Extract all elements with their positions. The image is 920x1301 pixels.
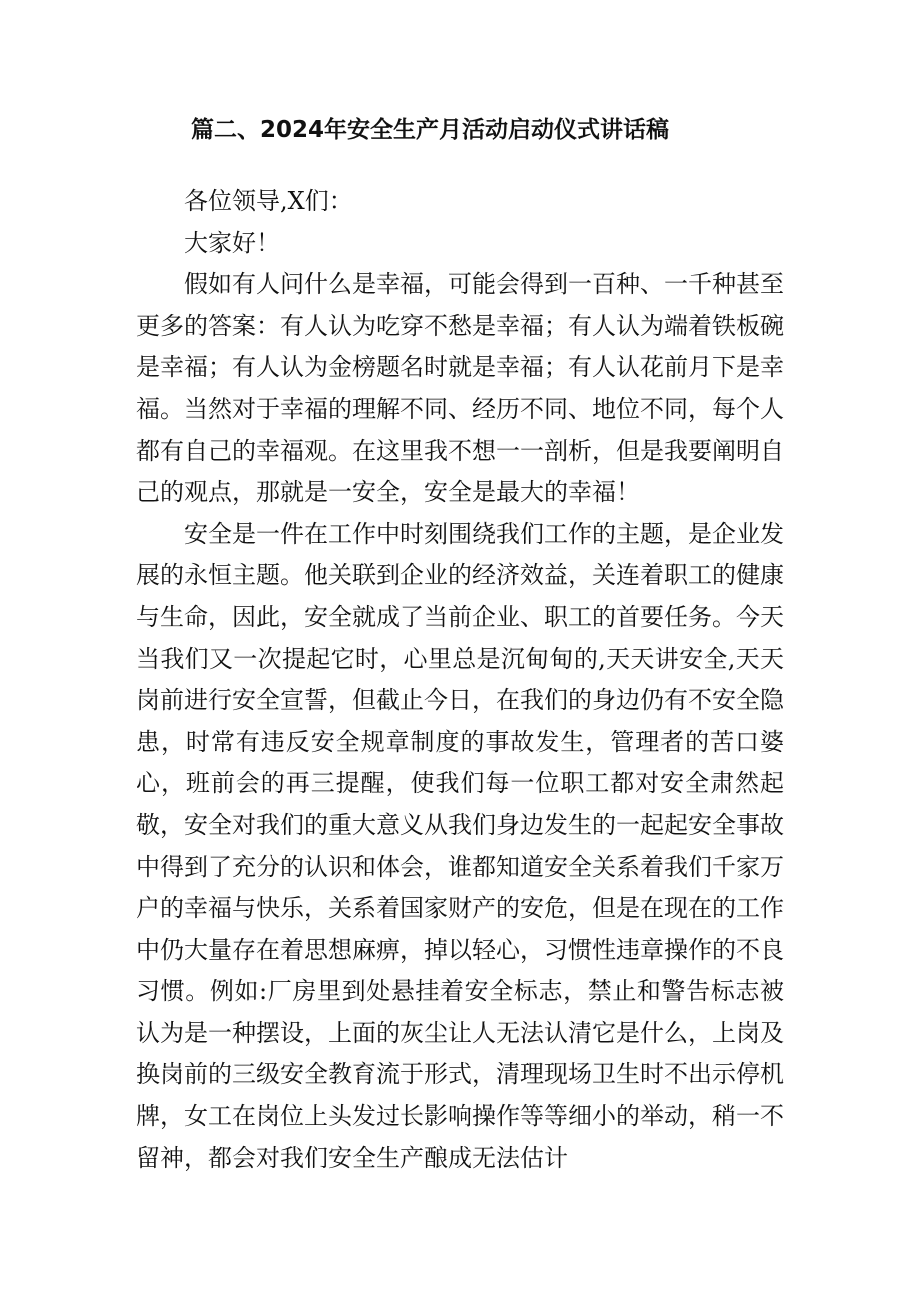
paragraph-happiness: 假如有人问什么是幸福，可能会得到一百种、一千种甚至更多的答案：有人认为吃穿不愁是幸福；有人认为端着铁板碗是幸福；有人认为金榜题名时就是幸福；有人认花前月下是幸福。当然对于幸福的理解不同、经历不同、地位不同，每个人都有自己的幸福观。在这里我不想一一剖析，但是我要阐明自己的观点，那就是一安全，安全是最大的幸福！ bbox=[136, 270, 784, 507]
document-title: 篇二、2024年安全生产月活动启动仪式讲话稿 bbox=[190, 117, 669, 143]
document-body bbox=[136, 181, 784, 1179]
paragraph-safety-theme: 安全是一件在工作中时刻围绕我们工作的主题，是企业发展的永恒主题。他关联到企业的经济效益，关连着职工的健康与生命，因此，安全就成了当前企业、职工的首要任务。今天当我们又一次提起它时，心里总是沉甸甸的,天天讲安全,天天岗前进行安全宣誓，但截止今日，在我们的身边仍有不安全隐患，时常有违反安全规章制度的事故发生，管理者的苦口婆心，班前会的再三提醒，使我们每一位职工都对安全肃然起敬，安全对我们的重大意义从我们身边发生的一起起安全事故中得到了充分的认识和体会，谁都知道安全关系着我们千家万户的幸福与快乐，关系着国家财产的安危，但是在现在的工作中仍大量存在着思想麻痹，掉以轻心，习惯性违章操作的不良习惯。例如:厂房里到处悬挂着安全标志，禁止和警告标志被认为是一种摆设，上面的灰尘让人无法认清它是什么，上岗及换岗前的三级安全教育流于形式，清理现场卫生时不出示停机牌，女工在岗位上头发过长影响操作等等细小的举动，稍一不留神，都会对我们安全生产酿成无法估计 bbox=[136, 519, 784, 1172]
greeting: 大家好！ bbox=[184, 228, 280, 257]
salutation: 各位领导,X们： bbox=[184, 187, 353, 215]
